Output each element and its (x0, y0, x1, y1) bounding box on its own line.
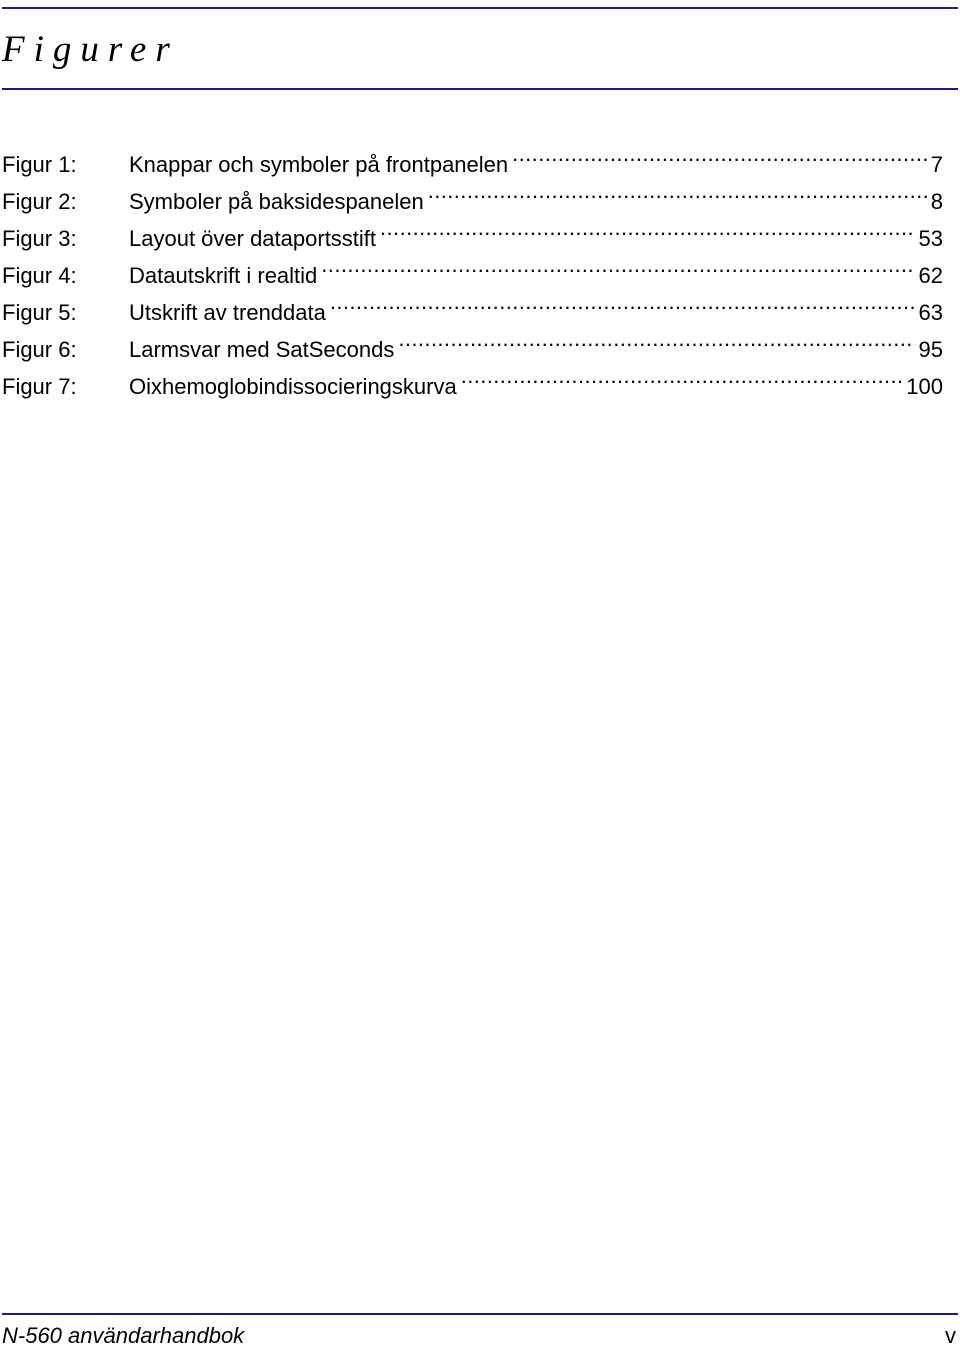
toc-figure-label: Figur 1: (2, 152, 77, 177)
footer-manual-name: N-560 användarhandbok (2, 1323, 245, 1348)
toc-figure-title: Layout över dataportsstift (129, 226, 377, 251)
toc-entry-figure-1[interactable] (2, 135, 943, 177)
toc-figure-title: Symboler på baksidespanelen (129, 189, 424, 214)
toc-page-number: 8 (930, 189, 943, 214)
toc-page-number: 95 (918, 337, 943, 362)
toc-page-number: 7 (930, 152, 943, 177)
footer-rule (2, 1313, 958, 1315)
toc-leader-dots (321, 246, 914, 283)
page-title: Figurer (2, 29, 179, 70)
toc-leader-dots (330, 283, 915, 320)
toc-page-number: 62 (918, 263, 943, 288)
list-of-figures (2, 135, 943, 399)
toc-figure-title: Utskrift av trenddata (129, 300, 326, 325)
toc-figure-title: Oixhemoglobindissocieringskurva (129, 374, 457, 399)
header-rule-bottom (2, 88, 958, 90)
toc-page-number: 63 (918, 300, 943, 325)
toc-figure-label: Figur 4: (2, 263, 77, 288)
toc-leader-dots (461, 357, 903, 394)
toc-page-number: 100 (906, 374, 943, 399)
toc-figure-label: Figur 3: (2, 226, 77, 251)
toc-leader-dots (398, 320, 914, 357)
toc-figure-label: Figur 7: (2, 374, 77, 399)
toc-leader-dots (512, 135, 927, 172)
header-rule-top (2, 7, 958, 9)
toc-figure-title: Datautskrift i realtid (129, 263, 318, 288)
toc-leader-dots (380, 209, 914, 246)
toc-figure-label: Figur 2: (2, 189, 77, 214)
toc-figure-title: Larmsvar med SatSeconds (129, 337, 395, 362)
toc-leader-dots (428, 172, 927, 209)
footer-page-number: v (945, 1323, 956, 1348)
toc-page-number: 53 (918, 226, 943, 251)
toc-figure-title: Knappar och symboler på frontpanelen (129, 152, 509, 177)
toc-figure-label: Figur 5: (2, 300, 77, 325)
toc-figure-label: Figur 6: (2, 337, 77, 362)
